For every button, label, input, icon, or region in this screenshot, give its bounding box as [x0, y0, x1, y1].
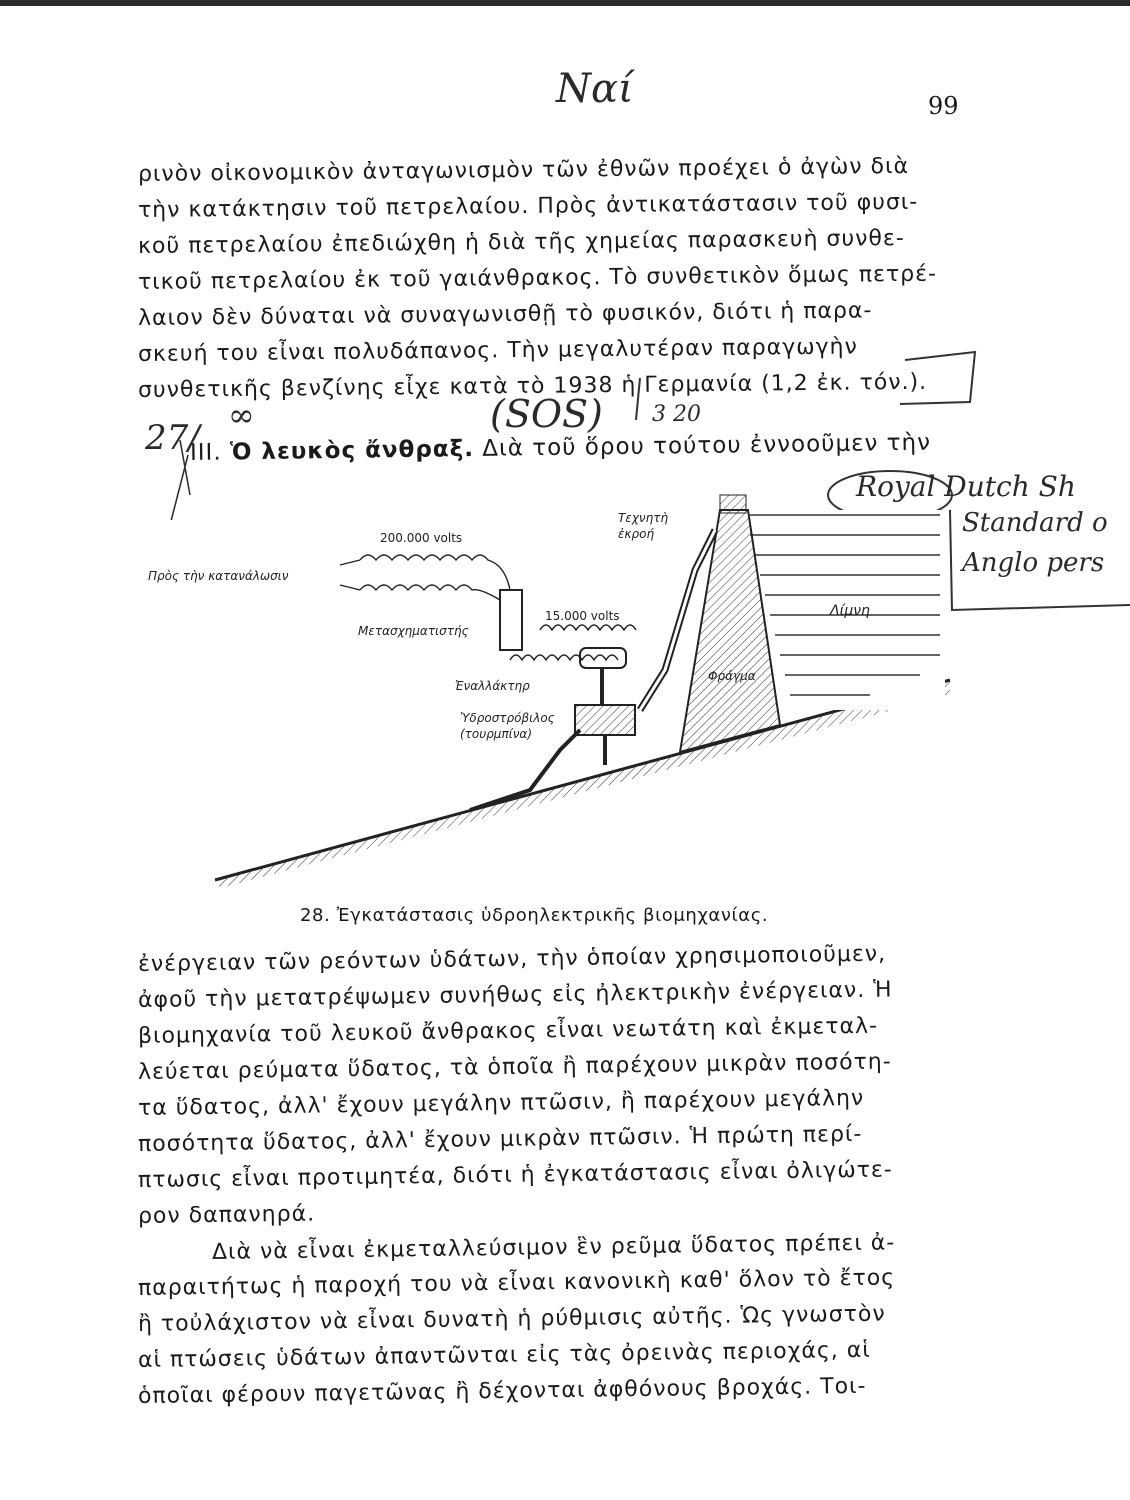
handwritten-symbol: ∞ [228, 396, 255, 434]
text-line: ποσότητα ὕδατος, ἀλλ' ἔχουν μικρὰν πτῶσιν. Ἡ πρώτη περί- [137, 1121, 863, 1157]
low-voltage-line [540, 625, 636, 630]
handwritten-section-mark: 27/ [145, 418, 200, 458]
text-line: λεύεται ρεύματα ὕδατος, τὰ ὁποῖα ἢ παρέχουν μικρὰν ποσότη- [137, 1049, 892, 1085]
text-line: παραιτήτως ἡ παροχή του νὰ εἶναι κανονικὴ καθ' ὅλον τὸ ἔτος [137, 1265, 896, 1301]
label-transformer: Μετασχηματιστής [358, 624, 469, 638]
label-spillway: Τεχνητὴ [618, 511, 669, 525]
label-low-voltage: 15.000 volts [545, 609, 620, 623]
handwritten-top-mark: Ναί [556, 66, 634, 112]
text-line: Διὰ νὰ εἶναι ἐκμεταλλεύσιμον ἓν ρεῦμα ὕδατος πρέπει ἀ- [211, 1230, 896, 1265]
label-turbine-note: (τουρμπίνα) [460, 727, 533, 741]
label-lake: Λίμνη [830, 603, 870, 619]
text-line: ἐνέργειαν τῶν ρεόντων ὑδάτων, τὴν ὁποίαν χρησιμοποιοῦμεν, [137, 941, 887, 977]
text-line: ἀφοῦ τὴν μετατρέψωμεν συνήθως εἰς ἠλεκτρικὴν ἐνέργειαν. Ἡ [137, 977, 893, 1013]
label-high-voltage: 200.000 volts [380, 531, 463, 545]
handwritten-note-line: Royal Dutch Sh [856, 470, 1076, 503]
page-number: 99 [928, 92, 959, 120]
high-voltage-line [360, 585, 500, 600]
label-dam: Φράγμα [708, 669, 756, 683]
handwritten-note-line: Anglo pers [962, 548, 1105, 578]
label-alternator: Ἐναλλάκτηρ [455, 679, 530, 693]
text-line: τικοῦ πετρελαίου ἐκ τοῦ γαιάνθρακος. Τὸ συνθετικὸν ὅμως πετρέ- [137, 261, 938, 295]
label-spillway-2: ἐκροή [618, 527, 655, 541]
text-line: βιομηχανία τοῦ λευκοῦ ἄνθρακος εἶναι νεωτάτη καὶ ἐκμεταλ- [137, 1013, 879, 1049]
transformer [500, 590, 522, 650]
alternator [580, 648, 626, 668]
text-line: συνθετικῆς βενζίνης εἶχε κατὰ τὸ 1938 ἡ Γερμανία (1,2 ἐκ. τόν.). [137, 369, 928, 403]
turbine [575, 705, 635, 735]
text-line: ρον δαπανηρά. [137, 1201, 316, 1229]
figure-caption: 28. Ἐγκατάστασις ὑδροηλεκτρικῆς βιομηχανίας. [300, 905, 769, 926]
section-text: Διὰ τοῦ ὅρου τούτου ἐννοοῦμεν τὴν [482, 429, 932, 462]
text-line: πτωσις εἶναι προτιμητέα, διότι ἡ ἐγκατάστασις εἶναι ὀλιγώτε- [137, 1157, 893, 1193]
section-number: III. [189, 439, 222, 466]
text-line: ὁποῖαι φέρουν παγετῶνας ἢ δέχονται ἀφθόνους βροχάς. Τοι- [137, 1373, 867, 1409]
text-line: τα ὕδατος, ἀλλ' ἔχουν μεγάλην πτῶσιν, ἢ παρέχουν μεγάλην [137, 1085, 865, 1121]
handwritten-note-line: Standard o [962, 508, 1108, 538]
text-line: σκευή του εἶναι πολυδάπανος. Τὴν μεγαλυτέραν παραγωγὴν [137, 334, 858, 367]
section-title: Ὁ λευκὸς ἄνθραξ. [229, 436, 475, 466]
text-line: ρινὸν οἰκονομικὸν ἀνταγωνισμὸν τῶν ἐθνῶν προέχει ὁ ἀγὼν διὰ [137, 153, 910, 187]
label-turbine: Ὑδροστρόβιλος [460, 711, 555, 725]
label-consumers: Πρὸς τὴν κατανάλωσιν [148, 569, 289, 583]
text-line: τὴν κατάκτησιν τοῦ πετρελαίου. Πρὸς ἀντικατάστασιν τοῦ φυσι- [137, 189, 919, 223]
text-line: ἢ τοὐλάχιστον νὰ εἶναι δυνατὴ ἡ ρύθμισις αὐτῆς. Ὡς γνωστὸν [137, 1301, 886, 1337]
text-line: λαιον δὲν δύναται νὰ συναγωνισθῇ τὸ φυσικόν, διότι ἡ παρα- [137, 298, 873, 331]
handwritten-digits: 3 20 [652, 402, 701, 427]
text-line: κοῦ πετρελαίου ἐπεδιώχθη ἡ διὰ τῆς χημείας παρασκευὴ συνθε- [137, 225, 905, 259]
dam-top [720, 495, 746, 513]
text-line: αἱ πτώσεις ὑδάτων ἀπαντῶνται εἰς τὰς ὀρεινὰς περιοχάς, αἱ [137, 1337, 871, 1373]
hydroelectric-diagram [140, 490, 960, 890]
handwritten-sos: (SOS) [490, 392, 603, 436]
